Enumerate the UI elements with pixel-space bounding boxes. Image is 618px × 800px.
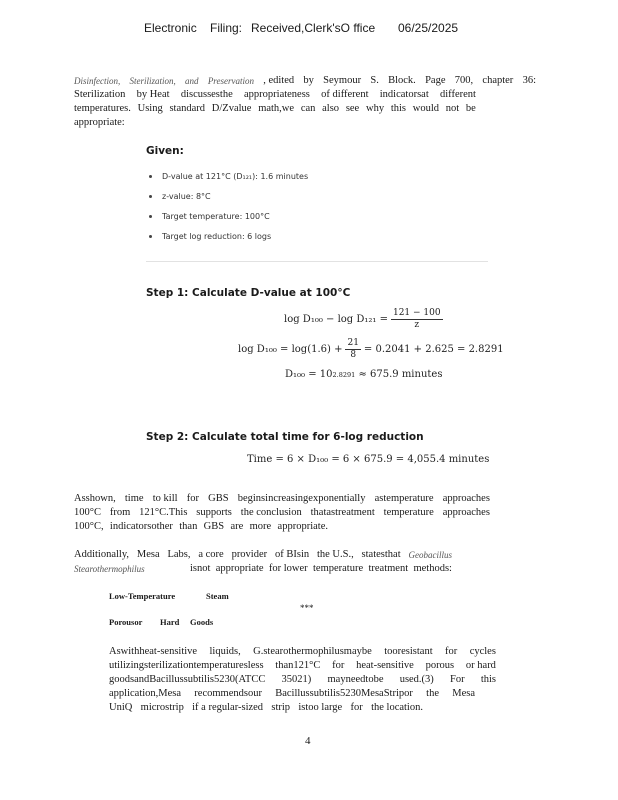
para4-word: for xyxy=(350,702,363,713)
para3-word: Mesa xyxy=(136,549,160,560)
intro-word: by Heat xyxy=(136,89,170,100)
given-item xyxy=(148,206,308,226)
para4-line-3 xyxy=(109,673,496,687)
para3-word: Labs, xyxy=(167,549,191,560)
para2-word: temperature xyxy=(383,507,434,518)
intro-line-1 xyxy=(74,74,536,88)
eq2-numerator: 21 xyxy=(347,338,359,348)
given-item-text: Target temperature: 100°C xyxy=(162,211,270,221)
quote-steam: Steam xyxy=(206,591,229,601)
para4-line-1 xyxy=(109,645,496,659)
para4-word: porous xyxy=(425,660,455,671)
intro-word: 700, xyxy=(454,75,474,86)
quote-porous: Porousor xyxy=(109,617,143,627)
intro-word: would xyxy=(412,103,439,114)
para4-line-4 xyxy=(109,687,475,701)
intro-word: , edited xyxy=(263,75,295,86)
intro-word: be xyxy=(465,103,476,114)
para2-line-2 xyxy=(74,506,490,520)
quote-separator: *** xyxy=(300,603,314,613)
para2-line-3 xyxy=(74,520,328,534)
header-date: 06/25/2025 xyxy=(398,21,459,35)
given-list xyxy=(148,166,308,246)
para3-word: appropriate xyxy=(215,563,264,574)
para3-word: isnot xyxy=(190,563,211,574)
para4-word: for xyxy=(445,646,458,657)
para2-word: 100°C xyxy=(74,507,101,518)
header-filing: Filing: xyxy=(210,21,243,35)
para4-word: For xyxy=(450,674,465,685)
para3-word: for lower xyxy=(268,563,308,574)
intro-word: Block. xyxy=(388,75,416,86)
para4-word: the xyxy=(426,688,439,699)
para4-word: than121°C xyxy=(275,660,321,671)
bullet-icon xyxy=(149,215,152,218)
para3-word: treatment xyxy=(368,563,409,574)
bullet-icon xyxy=(149,195,152,198)
para2-word: more xyxy=(249,521,272,532)
intro-word: chapter xyxy=(482,75,514,86)
eq1-lhs: log D₁₀₀ − log D₁₂₁ = xyxy=(284,314,388,325)
intro-word: Sterilization xyxy=(74,89,126,100)
para4-word: cycles xyxy=(469,646,496,657)
para3-word: Additionally, xyxy=(74,549,130,560)
para4-word: the location. xyxy=(371,702,423,713)
eq2-lhs: log D₁₀₀ = log(1.6) + xyxy=(238,344,343,355)
intro-word: of different xyxy=(321,89,369,100)
para4-line-2 xyxy=(109,659,496,673)
para2-word: from xyxy=(109,507,131,518)
para4-word: heat-sensitive xyxy=(356,660,414,671)
eq2-denominator: 8 xyxy=(350,350,357,360)
eq1-fraction xyxy=(391,308,443,331)
para4-word: or hard xyxy=(465,660,496,671)
given-item-text: Target log reduction: 6 logs xyxy=(162,231,272,241)
species-name: Stearothermophilus xyxy=(74,564,145,574)
para2-word: GBS xyxy=(203,521,225,532)
intro-word: 36: xyxy=(522,75,536,86)
section-divider xyxy=(146,261,488,262)
para2-word: approaches xyxy=(442,507,490,518)
intro-word: different xyxy=(440,89,476,100)
eq3-rhs: ≈ 675.9 minutes xyxy=(358,369,443,380)
para3-word: provider xyxy=(231,549,268,560)
para2-word: the conclusion xyxy=(240,507,302,518)
para4-word: application,Mesa xyxy=(109,688,182,699)
intro-word: can xyxy=(300,103,316,114)
given-title: Given: xyxy=(146,145,184,157)
eq3-exponent: 2.8291 xyxy=(332,370,356,379)
para2-word: than xyxy=(179,521,198,532)
para4-word: recommendsour xyxy=(194,688,262,699)
intro-word: also xyxy=(322,103,340,114)
para3-word: statesthat xyxy=(361,549,401,560)
given-item xyxy=(148,186,308,206)
para2-word: astemperature xyxy=(374,493,434,504)
book-title-word: Preservation xyxy=(207,76,254,86)
para4-word: Bacillussubtilis5230MesaStripor xyxy=(275,688,413,699)
para4-word: Mesa xyxy=(452,688,475,699)
step1-equation-1 xyxy=(284,308,446,331)
step1-equation-2 xyxy=(238,338,504,361)
intro-paragraph xyxy=(74,74,536,130)
given-item xyxy=(148,166,308,186)
para4-word: goodsandBacillussubtilis5230(ATCC xyxy=(109,674,266,685)
intro-word: Using xyxy=(137,103,163,114)
para4-word: microstrip xyxy=(140,702,184,713)
intro-word: by xyxy=(303,75,314,86)
para3-line-2 xyxy=(74,562,452,576)
intro-line-2 xyxy=(74,88,476,102)
eq1-numerator: 121 − 100 xyxy=(392,308,441,318)
para4-word: UniQ xyxy=(109,702,133,713)
intro-word: standard xyxy=(169,103,206,114)
para2-word: 100°C, xyxy=(74,521,104,532)
step1-title: Step 1: Calculate D-value at 100°C xyxy=(146,287,351,299)
paragraph-3 xyxy=(74,548,452,576)
para3-word: methods: xyxy=(413,563,452,574)
para4-word: tooresistant xyxy=(384,646,433,657)
para2-word: approaches xyxy=(442,493,490,504)
para4-word: G.stearothermophilusmaybe xyxy=(253,646,372,657)
para3-word: temperature xyxy=(313,563,364,574)
intro-word: why xyxy=(365,103,385,114)
bullet-icon xyxy=(149,235,152,238)
para4-word: Aswithheat-sensitive xyxy=(109,646,198,657)
para4-word: this xyxy=(480,674,496,685)
species-name: Geobacillus xyxy=(408,550,452,560)
para4-word: liquids, xyxy=(209,646,241,657)
given-item-text: D-value at 121°C (D₁₂₁): 1.6 minutes xyxy=(162,171,309,181)
intro-word: math,we xyxy=(258,103,295,114)
para3-word: of BIsin xyxy=(274,549,310,560)
para2-word: beginsincreasingexponentially xyxy=(237,493,366,504)
para4-word: used.(3) xyxy=(399,674,434,685)
intro-word: this xyxy=(390,103,406,114)
para4-word: for xyxy=(332,660,345,671)
para4-word: istoo large xyxy=(298,702,343,713)
intro-line-3 xyxy=(74,102,476,116)
para2-word: for xyxy=(186,493,199,504)
eq2-fraction xyxy=(345,338,360,361)
intro-word: S. xyxy=(370,75,379,86)
eq3-lhs: D₁₀₀ = 10 xyxy=(285,369,333,380)
intro-word: see xyxy=(345,103,360,114)
para4-word: 35021) xyxy=(281,674,312,685)
intro-word: indicatorsat xyxy=(379,89,429,100)
paragraph-2 xyxy=(74,492,490,534)
page-number: 4 xyxy=(305,735,311,747)
eq1-denominator: z xyxy=(414,320,420,330)
para2-word: Asshown, xyxy=(74,493,116,504)
para3-line-1 xyxy=(74,548,452,562)
intro-word: not xyxy=(445,103,460,114)
para4-word: strip xyxy=(271,702,291,713)
para4-word: if a regular-sized xyxy=(192,702,264,713)
para2-word: are xyxy=(230,521,244,532)
book-title-word: and xyxy=(185,76,199,86)
book-title-word: Sterilization, xyxy=(129,76,176,86)
para2-word: time xyxy=(124,493,144,504)
paragraph-4 xyxy=(109,645,496,715)
para3-word: the U.S., xyxy=(316,549,354,560)
para2-word: GBS xyxy=(208,493,229,504)
para4-line-5 xyxy=(109,701,423,715)
step1-equation-3 xyxy=(285,369,442,380)
intro-word: Seymour xyxy=(323,75,362,86)
step2-equation: Time = 6 × D₁₀₀ = 6 × 675.9 = 4,055.4 minutes xyxy=(247,454,490,465)
para3-word: a core xyxy=(198,549,224,560)
para2-word: thatastreatment xyxy=(310,507,375,518)
para2-word: to kill xyxy=(152,493,178,504)
para2-word: indicatorsother xyxy=(109,521,173,532)
intro-line-4 xyxy=(74,116,536,130)
intro-word: appropriateness xyxy=(244,89,310,100)
given-item-text: z-value: 8°C xyxy=(162,191,211,201)
eq2-rhs: = 0.2041 + 2.625 = 2.8291 xyxy=(363,344,504,355)
bullet-icon xyxy=(149,175,152,178)
given-item xyxy=(148,226,308,246)
quote-low-temperature: Low-Temperature xyxy=(109,591,176,601)
para2-line-1 xyxy=(74,492,490,506)
header-electronic: Electronic xyxy=(144,21,197,35)
para4-word: utilizingsterilizationtemperaturesless xyxy=(109,660,264,671)
quote-hard: Hard xyxy=(160,617,180,627)
intro-word: discussesthe xyxy=(180,89,233,100)
header-received: Received,Clerk'sO ffice xyxy=(251,21,376,35)
intro-word: D/Zvalue xyxy=(211,103,252,114)
quote-goods: Goods xyxy=(190,617,214,627)
intro-word: Page xyxy=(425,75,446,86)
step2-title: Step 2: Calculate total time for 6-log reduction xyxy=(146,431,424,443)
intro-word: appropriate: xyxy=(74,117,125,128)
para4-word: mayneedtobe xyxy=(327,674,384,685)
intro-word: temperatures. xyxy=(74,103,131,114)
para2-word: 121°C.This xyxy=(139,507,188,518)
para2-word: appropriate. xyxy=(277,521,328,532)
para2-word: supports xyxy=(196,507,232,518)
book-title-word: Disinfection, xyxy=(74,76,121,86)
